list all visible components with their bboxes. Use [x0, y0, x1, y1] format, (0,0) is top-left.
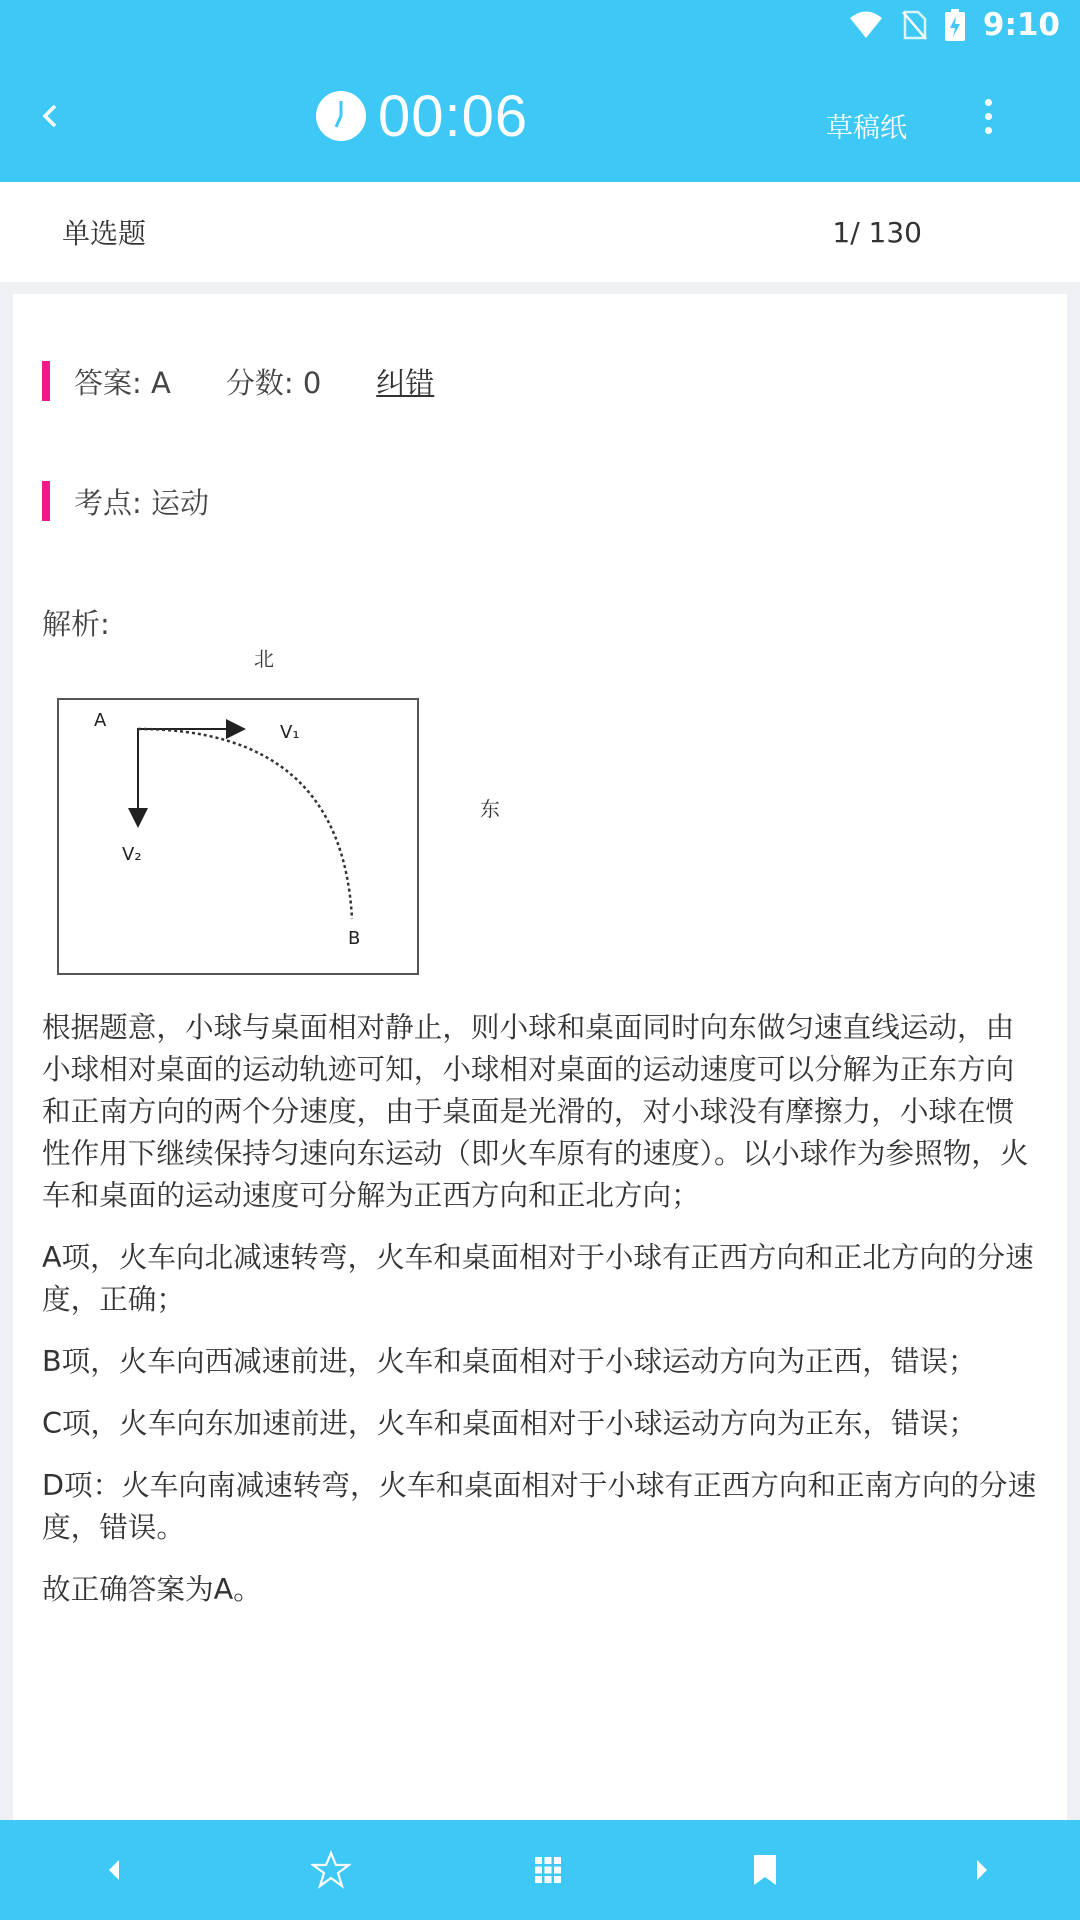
bookmark-icon	[752, 1853, 778, 1887]
timer-text: 00:06	[378, 83, 529, 149]
more-dot-icon	[985, 99, 992, 106]
analysis-card	[13, 294, 1067, 1820]
topic-text: 考点: 运动	[74, 485, 209, 520]
draft-paper-button[interactable]: 草稿纸	[826, 113, 907, 144]
analysis-paragraph: 根据题意，小球与桌面相对静止，则小球和桌面同时向东做匀速直线运动，由小球相对桌面的运动轨迹可知，小球相对桌面的运动速度可以分解为正东方向和正南方向的两个分速度，由于桌面是光滑的，对小球没有摩擦力，小球在惯性作用下继续保持匀速向东运动（即火车原有的速度）。以小球作为参照物，火车和桌面的运动速度可分解为正西方向和正北方向；	[42, 1010, 1029, 1212]
back-button[interactable]	[18, 84, 82, 148]
bookmark-button[interactable]	[735, 1840, 795, 1900]
status-bar	[0, 0, 1080, 50]
point-b-label: B	[348, 928, 361, 949]
accent-bar	[42, 361, 50, 401]
report-error-link[interactable]: 纠错	[376, 365, 435, 400]
timer	[316, 74, 528, 158]
answer-sheet-button[interactable]	[518, 1840, 578, 1900]
favorite-button[interactable]	[301, 1840, 361, 1900]
more-options-button[interactable]	[964, 88, 1012, 144]
analysis-label: 解析:	[42, 607, 110, 641]
bottom-nav	[0, 1820, 1080, 1920]
next-question-button[interactable]	[952, 1840, 1012, 1900]
motion-diagram	[42, 644, 522, 984]
analysis-paragraph: C项，火车向东加速前进，火车和桌面相对于小球运动方向为正东，错误；	[42, 1406, 977, 1440]
star-icon	[311, 1850, 351, 1890]
chevron-left-icon	[104, 1857, 124, 1883]
north-label: 北	[254, 647, 274, 671]
point-a-label: A	[94, 710, 107, 731]
analysis-paragraph: B项，火车向西减速前进，火车和桌面相对于小球运动方向为正西，错误；	[42, 1344, 977, 1378]
table-rect	[58, 699, 418, 974]
trajectory-curve	[138, 729, 352, 919]
prev-question-button[interactable]	[84, 1840, 144, 1900]
question-type: 单选题	[62, 217, 147, 250]
topic-row	[42, 481, 209, 521]
accent-bar	[42, 481, 50, 521]
east-label: 东	[480, 797, 500, 821]
no-sim-icon	[901, 10, 927, 40]
analysis-paragraph: 故正确答案为A。	[42, 1572, 262, 1606]
more-dot-icon	[985, 127, 992, 134]
question-header	[0, 182, 1080, 282]
wifi-icon	[849, 11, 883, 39]
toolbar	[0, 50, 1080, 182]
clock-icon	[316, 91, 366, 141]
more-dot-icon	[985, 113, 992, 120]
analysis-paragraph: D项：火车向南减速转弯，火车和桌面相对于小球有正西方向和正南方向的分速度，错误。	[42, 1468, 1037, 1544]
v1-label: V₁	[280, 722, 300, 743]
question-progress: 1/ 130	[832, 215, 922, 249]
chevron-right-icon	[972, 1857, 992, 1883]
answer-row	[42, 361, 434, 401]
answer-text: 答案: A	[74, 365, 171, 400]
status-time: 9:10	[982, 7, 1060, 43]
analysis-paragraph: A项，火车向北减速转弯，火车和桌面相对于小球有正西方向和正北方向的分速度，正确；	[42, 1240, 1034, 1316]
v2-label: V₂	[122, 844, 142, 865]
battery-charging-icon	[945, 9, 965, 41]
score-text: 分数: 0	[225, 365, 322, 400]
analysis-body	[42, 1006, 1040, 1630]
grid-icon	[533, 1855, 563, 1885]
chevron-left-icon	[38, 100, 62, 132]
